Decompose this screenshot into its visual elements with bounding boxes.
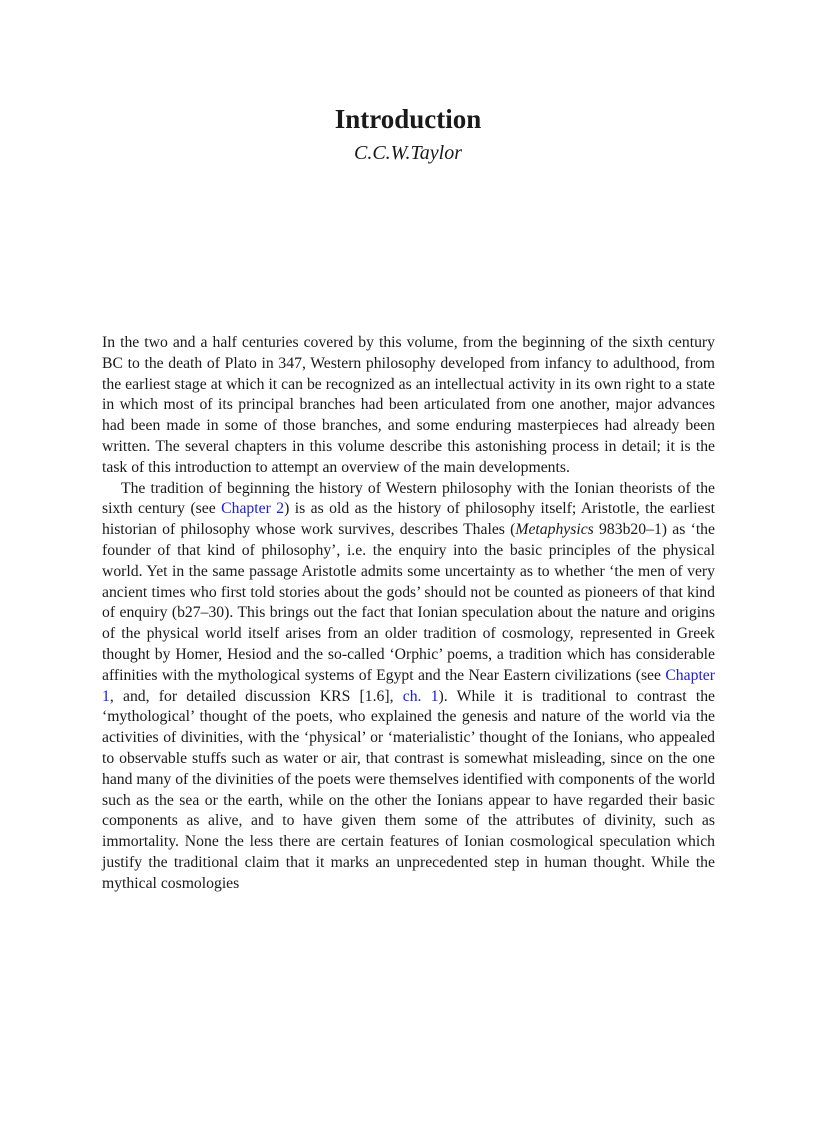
- body-text: [102, 333, 715, 895]
- paragraph-2-segment: 983b20–1) as ‘the founder of that kind of philosophy’, i.e. the enquiry into the basic principles of the physical world. Yet in the same passage Aristotle admits some uncertainty as to whether ‘the men of very ancient times who first told stories about the gods’ should not be counted as pioneers of that kind of enquiry (b27–30). This brings out the fact that Ionian speculation about the nature and origins of the physical world itself arises from an older tradition of cosmology, represented in Greek thought by Homer, Hesiod and the so-called ‘Orphic’ poems, a tradition which has considerable affinities with the mythological systems of Egypt and the Near Eastern civilizations (see: [102, 521, 715, 684]
- paragraph-2-segment: The tradition of beginning the history of Western philosophy with the Ionian theorists of the sixth century (see: [102, 479, 715, 518]
- paragraph-2-segment: , and, for detailed discussion KRS [1.6],: [109, 687, 403, 705]
- page-title: Introduction: [334, 104, 482, 134]
- krs-ch-1-link[interactable]: ch. 1: [402, 687, 439, 705]
- metaphysics-title: Metaphysics: [515, 521, 594, 539]
- paragraph-2-segment: ). While it is traditional to contrast the ‘mythological’ thought of the poets, who explained the genesis and nature of the world via the activities of divinities, with the ‘physical’ or ‘materialistic’ thought of the Ionians, who appealed to observable stuffs such as water or air, that contrast is somewhat misleading, since on the one hand many of the divinities of the poets were themselves identified with components of the world such as the sea or the earth, while on the other the Ionians appear to have regarded their basic components as alive, and to have given them some of the attributes of divinity, such as immortality. None the less there are certain features of Ionian cosmological speculation which justify the traditional claim that it marks an unprecedented step in human thought. While the mythical cosmologies: [102, 687, 716, 892]
- chapter-1-link[interactable]: Chapter 1: [102, 666, 715, 705]
- author-name: C.C.W.Taylor: [353, 142, 462, 164]
- chapter-2-link[interactable]: Chapter 2: [221, 500, 285, 518]
- paragraph-1: In the two and a half centuries covered by this volume, from the beginning of the sixth century BC to the death of Plato in 347, Western philosophy developed from infancy to adulthood, from the earliest stage at which it can be recognized as an intellectual activity in its own right to a state in which most of its principal branches had been articulated from one another, major advances had been made in some of those branches, and some enduring masterpieces had already been written. The several chapters in this volume describe this astonishing process in detail; it is the task of this introduction to attempt an overview of the main developments.: [102, 334, 715, 476]
- paragraph-2-segment: ) is as old as the history of philosophy itself; Aristotle, the earliest historian of philosophy whose work survives, describes Thales (: [102, 500, 715, 539]
- paragraph-2: [102, 479, 715, 895]
